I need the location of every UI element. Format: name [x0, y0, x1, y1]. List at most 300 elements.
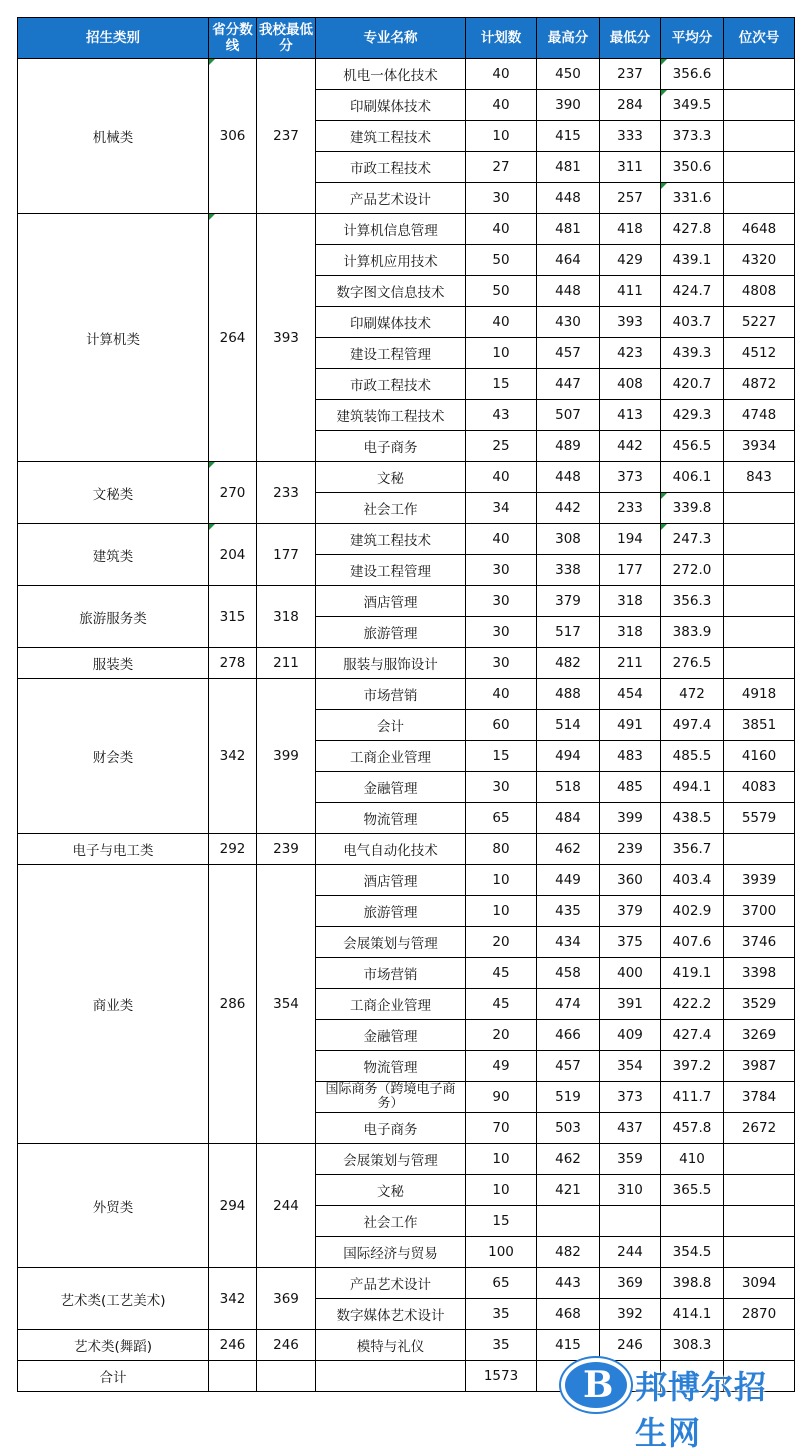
min-cell	[600, 741, 661, 772]
plan-value: 65	[492, 810, 510, 826]
plan-cell	[466, 1082, 537, 1113]
category-cell-text: 机械类	[92, 130, 134, 146]
total-label: 合计	[18, 1361, 209, 1392]
category-cell-text: 电子与电工类	[72, 843, 154, 859]
avg-cell	[661, 152, 724, 183]
school-min-cell	[257, 1268, 316, 1330]
min-value: 454	[617, 686, 643, 702]
rank-cell	[724, 679, 795, 710]
rank-value: 4648	[741, 221, 777, 237]
avg-value: 356.7	[672, 841, 712, 857]
avg-value: 407.6	[672, 934, 712, 950]
max-cell	[537, 214, 600, 245]
max-cell	[537, 710, 600, 741]
max-value: 481	[555, 159, 581, 175]
plan-cell	[466, 276, 537, 307]
major-cell: 计算机信息管理	[316, 214, 466, 245]
rank-cell	[724, 462, 795, 493]
avg-cell	[661, 927, 724, 958]
avg-value: 457.8	[672, 1120, 712, 1136]
avg-cell	[661, 121, 724, 152]
plan-value: 15	[492, 748, 510, 764]
min-value: 318	[617, 624, 643, 640]
max-cell	[537, 1237, 600, 1268]
rank-cell	[724, 1082, 795, 1113]
header-major: 专业名称	[316, 18, 466, 59]
min-value: 244	[617, 1244, 643, 1260]
plan-value: 35	[492, 1306, 510, 1322]
min-value: 379	[617, 903, 643, 919]
province-line-cell	[209, 834, 257, 865]
major-cell: 服装与服饰设计	[316, 648, 466, 679]
province-line-cell-text: 278	[219, 655, 246, 671]
avg-value: 424.7	[672, 283, 712, 299]
province-line-cell-text: 342	[219, 748, 246, 764]
school-min-cell-text: 369	[273, 1290, 299, 1307]
major-cell: 印刷媒体技术	[316, 307, 466, 338]
province-line-cell-text: 292	[219, 841, 246, 857]
min-value: 310	[617, 1182, 643, 1198]
province-line-cell-text: 264	[219, 329, 246, 346]
plan-cell	[466, 958, 537, 989]
rank-value: 2672	[741, 1120, 777, 1136]
rank-value: 4512	[741, 345, 777, 361]
avg-value: 410	[679, 1151, 705, 1167]
avg-value: 308.3	[672, 1337, 712, 1353]
rank-cell	[724, 183, 795, 214]
province-line-cell-text: 246	[219, 1337, 246, 1353]
school-min-cell	[257, 214, 316, 462]
major-cell: 电子商务	[316, 431, 466, 462]
header-max: 最高分	[537, 18, 600, 59]
avg-cell	[661, 369, 724, 400]
rank-cell	[724, 958, 795, 989]
school-min-cell	[257, 865, 316, 1144]
plan-value: 40	[492, 531, 510, 547]
plan-value: 27	[492, 159, 510, 175]
plan-value: 25	[492, 438, 510, 454]
plan-value: 49	[492, 1058, 510, 1074]
rank-value: 843	[746, 469, 772, 485]
max-cell	[537, 927, 600, 958]
plan-value: 40	[492, 97, 510, 113]
max-value: 489	[555, 438, 581, 454]
plan-value: 70	[492, 1120, 510, 1136]
max-cell	[537, 276, 600, 307]
school-min-cell	[257, 524, 316, 586]
max-cell	[537, 400, 600, 431]
table-row	[18, 214, 795, 245]
max-cell	[537, 989, 600, 1020]
rank-value: 3851	[741, 717, 777, 733]
table-row	[18, 59, 795, 90]
major-cell: 模特与礼仪	[316, 1330, 466, 1361]
max-cell	[537, 493, 600, 524]
major-cell: 酒店管理	[316, 865, 466, 896]
category-cell	[18, 214, 209, 462]
max-cell	[537, 245, 600, 276]
category-cell-text: 财会类	[92, 750, 134, 766]
avg-value: 439.1	[672, 252, 712, 268]
min-cell	[600, 59, 661, 90]
avg-value: 438.5	[672, 810, 712, 826]
min-value: 399	[617, 810, 643, 826]
plan-value: 15	[492, 376, 510, 392]
school-min-cell-text: 393	[273, 329, 299, 346]
min-value: 409	[617, 1027, 643, 1043]
plan-cell	[466, 59, 537, 90]
plan-cell	[466, 1175, 537, 1206]
plan-value: 40	[492, 469, 510, 485]
max-cell	[537, 834, 600, 865]
header-rank: 位次号	[724, 18, 795, 59]
min-value: 311	[617, 159, 643, 175]
major-cell: 电气自动化技术	[316, 834, 466, 865]
category-cell	[18, 679, 209, 834]
major-cell: 建筑工程技术	[316, 121, 466, 152]
major-cell: 金融管理	[316, 1020, 466, 1051]
table-row	[18, 1144, 795, 1175]
max-value: 415	[555, 1337, 581, 1353]
avg-cell	[661, 462, 724, 493]
rank-cell	[724, 1175, 795, 1206]
rank-cell	[724, 1299, 795, 1330]
avg-value: 383.9	[672, 624, 712, 640]
school-min-cell-text: 239	[273, 841, 299, 857]
rank-cell	[724, 400, 795, 431]
max-value: 448	[555, 469, 581, 485]
province-line-cell	[209, 1330, 257, 1361]
plan-cell	[466, 834, 537, 865]
plan-cell	[466, 245, 537, 276]
max-cell	[537, 958, 600, 989]
table-body	[18, 59, 795, 1392]
avg-value: 276.5	[672, 655, 712, 671]
plan-value: 30	[492, 593, 510, 609]
avg-value: 402.9	[672, 903, 712, 919]
plan-value: 30	[492, 190, 510, 206]
avg-value: 427.8	[672, 221, 712, 237]
table-row	[18, 865, 795, 896]
header-province-line: 省分数线	[209, 18, 257, 59]
rank-value: 3269	[741, 1027, 777, 1043]
rank-value: 5227	[741, 314, 777, 330]
school-min-cell-text: 211	[273, 655, 299, 671]
plan-cell	[466, 648, 537, 679]
max-value: 450	[555, 66, 581, 82]
table-row	[18, 834, 795, 865]
major-cell: 建设工程管理	[316, 338, 466, 369]
province-line-cell-text: 315	[219, 608, 246, 625]
avg-value: 349.5	[672, 97, 712, 113]
major-cell: 市政工程技术	[316, 369, 466, 400]
min-cell	[600, 679, 661, 710]
max-value: 466	[555, 1027, 581, 1043]
rank-cell	[724, 307, 795, 338]
rank-cell	[724, 772, 795, 803]
rank-cell	[724, 90, 795, 121]
avg-value: 427.4	[672, 1027, 712, 1043]
plan-value: 30	[492, 779, 510, 795]
max-value: 494	[555, 748, 581, 764]
min-cell	[600, 989, 661, 1020]
avg-value: 406.1	[672, 469, 712, 485]
min-value: 408	[617, 376, 643, 392]
rank-cell	[724, 834, 795, 865]
rank-value: 4872	[741, 376, 777, 392]
category-cell	[18, 59, 209, 214]
admission-score-table-sheet	[17, 17, 794, 1391]
rank-value: 3700	[741, 903, 777, 919]
rank-value: 4918	[741, 686, 777, 702]
min-value: 418	[617, 221, 643, 237]
max-cell	[537, 121, 600, 152]
rank-value: 4808	[741, 283, 777, 299]
indicator-triangle	[209, 59, 215, 65]
avg-cell	[661, 958, 724, 989]
rank-cell	[724, 524, 795, 555]
min-cell	[600, 245, 661, 276]
max-cell	[537, 183, 600, 214]
empty-cell	[209, 1361, 257, 1392]
max-value: 519	[555, 1089, 581, 1105]
major-cell: 机电一体化技术	[316, 59, 466, 90]
plan-cell	[466, 121, 537, 152]
major-cell: 数字媒体艺术设计	[316, 1299, 466, 1330]
indicator-triangle	[209, 524, 215, 530]
min-value: 354	[617, 1058, 643, 1074]
rank-value: 3746	[741, 934, 777, 950]
plan-cell	[466, 1330, 537, 1361]
school-min-cell	[257, 1144, 316, 1268]
rank-cell	[724, 803, 795, 834]
min-cell	[600, 958, 661, 989]
plan-cell	[466, 803, 537, 834]
min-cell	[600, 183, 661, 214]
plan-value: 10	[492, 1182, 510, 1198]
min-value: 413	[617, 407, 643, 423]
min-cell	[600, 1020, 661, 1051]
rank-value: 3987	[741, 1058, 777, 1074]
max-value: 484	[555, 810, 581, 826]
province-line-cell	[209, 524, 257, 586]
plan-cell	[466, 1299, 537, 1330]
table-row	[18, 524, 795, 555]
avg-cell	[661, 896, 724, 927]
major-cell: 建设工程管理	[316, 555, 466, 586]
plan-value: 40	[492, 686, 510, 702]
min-value: 437	[617, 1120, 643, 1136]
plan-value: 90	[492, 1089, 510, 1105]
avg-value: 472	[679, 686, 705, 702]
min-value: 333	[617, 128, 643, 144]
avg-value: 403.4	[672, 872, 712, 888]
indicator-triangle	[209, 462, 215, 468]
category-cell-text: 外贸类	[92, 1199, 134, 1216]
avg-cell	[661, 679, 724, 710]
school-min-cell-text: 354	[273, 996, 299, 1012]
avg-cell	[661, 524, 724, 555]
avg-value: 403.7	[672, 314, 712, 330]
avg-cell	[661, 1206, 724, 1237]
major-cell: 计算机应用技术	[316, 245, 466, 276]
header-row	[18, 18, 795, 59]
major-cell: 建筑工程技术	[316, 524, 466, 555]
min-value: 483	[617, 748, 643, 764]
max-value: 514	[555, 717, 581, 733]
min-cell	[600, 927, 661, 958]
max-value: 379	[555, 593, 581, 609]
major-cell: 市场营销	[316, 958, 466, 989]
avg-value: 429.3	[672, 407, 712, 423]
major-cell: 社会工作	[316, 1206, 466, 1237]
plan-cell	[466, 679, 537, 710]
province-line-cell	[209, 214, 257, 462]
rank-cell	[724, 865, 795, 896]
province-line-cell-text: 204	[219, 546, 246, 563]
indicator-triangle	[661, 524, 667, 530]
plan-cell	[466, 400, 537, 431]
min-value: 233	[617, 500, 643, 516]
max-cell	[537, 865, 600, 896]
max-value: 448	[555, 190, 581, 206]
avg-value: 350.6	[672, 159, 712, 175]
max-cell	[537, 307, 600, 338]
max-cell	[537, 586, 600, 617]
max-value: 338	[555, 562, 581, 578]
min-cell	[600, 276, 661, 307]
min-value: 239	[617, 841, 643, 857]
min-value: 373	[617, 1089, 643, 1105]
min-value: 393	[617, 314, 643, 330]
max-cell	[537, 1175, 600, 1206]
province-line-cell-text: 286	[219, 996, 246, 1012]
max-cell	[537, 1051, 600, 1082]
min-value: 360	[617, 872, 643, 888]
min-cell	[600, 493, 661, 524]
province-line-cell	[209, 1268, 257, 1330]
category-cell	[18, 462, 209, 524]
plan-value: 40	[492, 314, 510, 330]
min-value: 284	[617, 97, 643, 113]
category-cell	[18, 586, 209, 648]
plan-cell	[466, 772, 537, 803]
min-value: 373	[617, 469, 643, 485]
rank-cell	[724, 276, 795, 307]
min-cell	[600, 214, 661, 245]
plan-cell	[466, 1206, 537, 1237]
major-cell: 文秘	[316, 1175, 466, 1206]
plan-cell	[466, 431, 537, 462]
header-min: 最低分	[600, 18, 661, 59]
avg-value: 419.1	[672, 965, 712, 981]
min-value: 359	[617, 1151, 643, 1167]
logo-mark-letter: B	[583, 1364, 614, 1406]
min-value: 400	[617, 965, 643, 981]
province-line-cell-text: 342	[219, 1290, 246, 1307]
max-value: 503	[555, 1120, 581, 1136]
avg-cell	[661, 772, 724, 803]
plan-cell	[466, 1051, 537, 1082]
rank-cell	[724, 710, 795, 741]
rank-value: 4083	[741, 779, 777, 795]
min-value: 392	[617, 1306, 643, 1322]
major-cell: 国际商务（跨境电子商务）	[316, 1082, 466, 1113]
major-cell: 物流管理	[316, 803, 466, 834]
province-line-cell	[209, 865, 257, 1144]
category-cell-text: 艺术类(舞蹈)	[73, 1339, 153, 1355]
max-cell	[537, 1144, 600, 1175]
avg-cell	[661, 276, 724, 307]
min-cell	[600, 555, 661, 586]
school-min-cell	[257, 834, 316, 865]
province-line-cell	[209, 1144, 257, 1268]
min-cell	[600, 90, 661, 121]
min-cell	[600, 431, 661, 462]
avg-value: 420.7	[672, 376, 712, 392]
category-cell	[18, 865, 209, 1144]
max-cell	[537, 772, 600, 803]
min-cell	[600, 648, 661, 679]
school-min-cell-text: 244	[273, 1197, 299, 1214]
max-value: 448	[555, 283, 581, 299]
min-cell	[600, 1144, 661, 1175]
max-value: 447	[555, 376, 581, 392]
rank-value: 3529	[741, 996, 777, 1012]
plan-cell	[466, 524, 537, 555]
rank-value: 4748	[741, 407, 777, 423]
major-cell: 物流管理	[316, 1051, 466, 1082]
plan-value: 45	[492, 965, 510, 981]
rank-cell	[724, 214, 795, 245]
major-cell: 市政工程技术	[316, 152, 466, 183]
plan-value: 10	[492, 128, 510, 144]
school-min-cell	[257, 462, 316, 524]
plan-value: 45	[492, 996, 510, 1012]
min-value: 375	[617, 934, 643, 950]
max-value: 430	[555, 314, 581, 330]
header-school-min: 我校最低分	[257, 18, 316, 59]
category-cell	[18, 648, 209, 679]
max-cell	[537, 1206, 600, 1237]
max-value: 390	[555, 97, 581, 113]
indicator-triangle	[661, 90, 667, 96]
province-line-cell	[209, 648, 257, 679]
min-cell	[600, 462, 661, 493]
min-cell	[600, 772, 661, 803]
major-cell: 会展策划与管理	[316, 1144, 466, 1175]
plan-value: 65	[492, 1275, 510, 1291]
max-cell	[537, 679, 600, 710]
avg-value: 365.5	[672, 1182, 712, 1198]
major-cell: 产品艺术设计	[316, 1268, 466, 1299]
plan-cell	[466, 989, 537, 1020]
avg-value: 397.2	[672, 1058, 712, 1074]
rank-value: 3094	[741, 1275, 777, 1291]
max-cell	[537, 555, 600, 586]
min-value: 391	[617, 996, 643, 1012]
rank-cell	[724, 927, 795, 958]
max-cell	[537, 152, 600, 183]
avg-cell	[661, 59, 724, 90]
school-min-cell-text: 318	[273, 608, 299, 625]
plan-value: 20	[492, 1027, 510, 1043]
max-cell	[537, 896, 600, 927]
school-min-cell	[257, 59, 316, 214]
avg-cell	[661, 989, 724, 1020]
plan-value: 40	[492, 221, 510, 237]
max-cell	[537, 524, 600, 555]
